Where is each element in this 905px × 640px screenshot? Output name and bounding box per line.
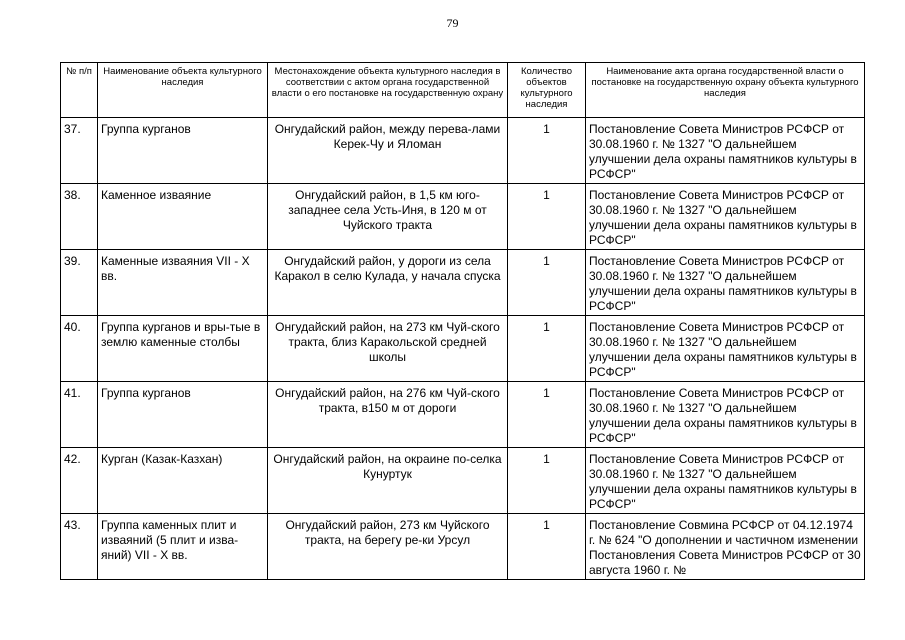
table-row (61, 382, 865, 448)
cell-count: 1 (508, 118, 586, 184)
cell-count: 1 (508, 448, 586, 514)
cell-count: 1 (508, 382, 586, 448)
header-count: Количество объектов культурного наследия (508, 63, 586, 118)
header-num: № п/п (61, 63, 98, 118)
cell-act: Постановление Совета Министров РСФСР от 30.08.1960 г. № 1327 "О дальнейшем улучшении дела охраны памятников культуры в РСФСР" (586, 382, 865, 448)
cell-num: 38. (61, 184, 98, 250)
cell-name: Группа курганов (98, 382, 268, 448)
cell-location: Онгудайский район, между перева-лами Керек-Чу и Яломан (268, 118, 508, 184)
cell-name: Каменное изваяние (98, 184, 268, 250)
cell-location: Онгудайский район, 273 км Чуйского тракта, на берегу ре-ки Урсул (268, 514, 508, 580)
cell-location: Онгудайский район, на окраине по-селка Кунуртук (268, 448, 508, 514)
cell-location: Онгудайский район, на 273 км Чуй-ского тракта, близ Каракольской средней школы (268, 316, 508, 382)
page-number: 79 (446, 16, 459, 30)
table-row (61, 184, 865, 250)
cell-count: 1 (508, 316, 586, 382)
table-row (61, 118, 865, 184)
cell-location: Онгудайский район, на 276 км Чуй-ского тракта, в150 м от дороги (268, 382, 508, 448)
table-row (61, 250, 865, 316)
table-header-row (61, 63, 865, 118)
cell-num: 43. (61, 514, 98, 580)
cell-count: 1 (508, 250, 586, 316)
cell-num: 42. (61, 448, 98, 514)
cell-location: Онгудайский район, у дороги из села Каракол в селю Кулада, у начала спуска (268, 250, 508, 316)
header-name: Наименование объекта культурного наследия (98, 63, 268, 118)
cell-num: 39. (61, 250, 98, 316)
header-act: Наименование акта органа государственной власти о постановке на государственную охрану объекта культурного наследия (586, 63, 865, 118)
table-row (61, 514, 865, 580)
cell-act: Постановление Совета Министров РСФСР от 30.08.1960 г. № 1327 "О дальнейшем улучшении дела охраны памятников культуры в РСФСР" (586, 184, 865, 250)
cell-num: 40. (61, 316, 98, 382)
cell-count: 1 (508, 184, 586, 250)
cell-act: Постановление Совета Министров РСФСР от 30.08.1960 г. № 1327 "О дальнейшем улучшении дела охраны памятников культуры в РСФСР" (586, 118, 865, 184)
heritage-table (60, 62, 865, 580)
header-location: Местонахождение объекта культурного наследия в соответствии с актом органа государственной власти о его постановке на государственную охрану (268, 63, 508, 118)
cell-name: Курган (Казак-Казхан) (98, 448, 268, 514)
table-row (61, 316, 865, 382)
cell-count: 1 (508, 514, 586, 580)
cell-act: Постановление Совмина РСФСР от 04.12.1974 г. № 624 "О дополнении и частичном изменении Постановления Совета Министров РСФСР от 30 августа 1960 г. № (586, 514, 865, 580)
table-row (61, 448, 865, 514)
cell-name: Группа курганов и вры-тые в землю каменные столбы (98, 316, 268, 382)
cell-name: Группа курганов (98, 118, 268, 184)
cell-act: Постановление Совета Министров РСФСР от 30.08.1960 г. № 1327 "О дальнейшем улучшении дела охраны памятников культуры в РСФСР" (586, 448, 865, 514)
cell-act: Постановление Совета Министров РСФСР от 30.08.1960 г. № 1327 "О дальнейшем улучшении дела охраны памятников культуры в РСФСР" (586, 250, 865, 316)
cell-name: Каменные изваяния VII - X вв. (98, 250, 268, 316)
cell-location: Онгудайский район, в 1,5 км юго-западнее села Усть-Иня, в 120 м от Чуйского тракта (268, 184, 508, 250)
cell-act: Постановление Совета Министров РСФСР от 30.08.1960 г. № 1327 "О дальнейшем улучшении дела охраны памятников культуры в РСФСР" (586, 316, 865, 382)
cell-name: Группа каменных плит и изваяний (5 плит и изва-яний) VII - X вв. (98, 514, 268, 580)
cell-num: 37. (61, 118, 98, 184)
cell-num: 41. (61, 382, 98, 448)
